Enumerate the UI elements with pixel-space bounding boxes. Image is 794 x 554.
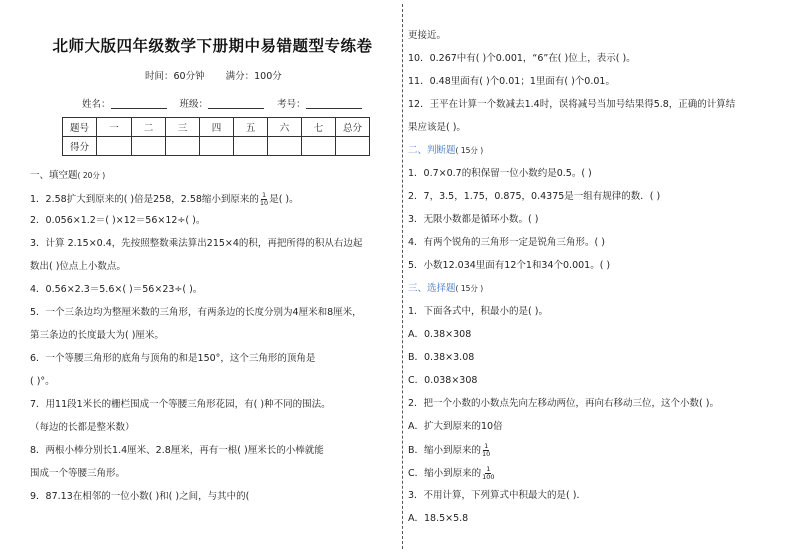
question-6-line-2: ( )°。: [30, 376, 55, 387]
exam-no-field[interactable]: [306, 98, 362, 109]
table-cell: 一: [97, 118, 132, 137]
section1-points: ( 20分 ): [77, 171, 106, 180]
section3-title: 三、选择题: [408, 283, 456, 294]
table-cell: 五: [234, 118, 268, 137]
question-7-line-2: （每边的长都是整米数）: [30, 422, 135, 433]
question-12-line-1: 12．王平在计算一个数减去1.4时，误将减号当加号结果得5.8，正确的计算结: [408, 99, 736, 110]
question-6-line-1: 6．一个等腰三角形的底角与顶角的和是150°，这个三角形的顶角是: [30, 353, 316, 364]
section1-title: 一、填空题: [30, 170, 78, 181]
choice-3-option-a[interactable]: A．18.5×5.8: [408, 513, 469, 524]
question-5-line-1: 5．一个三条边均为整厘米数的三角形，有两条边的长度分别为4厘米和8厘米，: [30, 307, 362, 318]
section-heading: [408, 145, 483, 157]
table-cell: 得分: [63, 137, 97, 156]
score-cell[interactable]: [200, 137, 234, 156]
question-7-line-1: 7．用11段1米长的栅栏围成一个等腰三角形花园，有( )种不同的围法。: [30, 399, 331, 410]
name-label: 姓名：: [82, 99, 111, 110]
fraction: [482, 443, 490, 458]
fraction: [260, 192, 268, 207]
section-heading: [30, 170, 105, 182]
choice-2-option-c[interactable]: [408, 466, 496, 481]
score-table: [62, 117, 370, 156]
section2-points: ( 15分 ): [455, 146, 484, 155]
score-cell[interactable]: [234, 137, 268, 156]
choice-1-option-c[interactable]: C．0.038×308: [408, 375, 478, 386]
fraction-den: 10: [482, 450, 491, 458]
fraction-den: 10: [259, 199, 269, 207]
table-cell: 七: [302, 118, 336, 137]
question-text: 1．2.58扩大到原来的( )倍是258，2.58缩小到原来的: [30, 194, 259, 205]
table-cell: 三: [166, 118, 200, 137]
section-heading: [408, 283, 483, 295]
question-3-line-1: 3．计算 2.15×0.4，先按照整数乘法算出215×4的积，再把所得的积从右边起: [30, 238, 363, 249]
question-12-line-2: 果应该是( )。: [408, 122, 466, 133]
judge-3: 3．无限小数都是循环小数。( ): [408, 214, 539, 225]
choice-3: 3．不用计算，下列算式中积最大的是( )．: [408, 490, 586, 501]
score-cell[interactable]: [166, 137, 200, 156]
page-title: 北师大版四年级数学下册期中易错题型专练卷: [52, 37, 373, 55]
score-cell[interactable]: [336, 137, 370, 156]
score-cell[interactable]: [97, 137, 132, 156]
question-8-line-1: 8．两根小棒分别长1.4厘米、2.8厘米，再有一根( )厘米长的小棒就能: [30, 445, 324, 456]
time-limit: 时间：60分钟: [145, 71, 205, 82]
judge-4: 4．有两个锐角的三角形一定是锐角三角形。( ): [408, 237, 605, 248]
table-cell: 六: [268, 118, 302, 137]
class-field[interactable]: [208, 98, 264, 109]
question-text: 是( )。: [269, 194, 299, 205]
question-3-line-2: 数出( )位点上小数点。: [30, 261, 126, 272]
class-label: 班级：: [179, 99, 209, 110]
fraction-num: 1: [486, 465, 491, 473]
section2-title: 二、判断题: [408, 145, 456, 156]
judge-1: 1．0.7×0.7的积保留一位小数约是0.5。( ): [408, 168, 592, 179]
question-5-line-2: 第三条边的长度最大为( )厘米。: [30, 330, 164, 341]
score-cell[interactable]: [268, 137, 302, 156]
choice-2-option-b[interactable]: [408, 443, 491, 458]
student-info: [82, 96, 362, 110]
question-2: 2．0.056×1.2＝( )×12＝56×12÷( )。: [30, 215, 206, 226]
exam-no-label: 考号：: [277, 99, 306, 110]
choice-1-option-b[interactable]: B．0.38×3.08: [408, 352, 475, 363]
fraction-num: 1: [261, 191, 267, 199]
question-1: [30, 192, 299, 207]
fraction: [482, 466, 494, 481]
question-11: 11．0.48里面有( )个0.01；1里面有( )个0.01。: [408, 76, 615, 87]
score-cell[interactable]: [132, 137, 166, 156]
fraction-den: 100: [482, 473, 495, 481]
score-table-score-row: [63, 137, 370, 156]
table-cell: 总分: [336, 118, 370, 137]
full-score: 满分：100分: [225, 71, 282, 82]
score-cell[interactable]: [302, 137, 336, 156]
choice-2-option-a[interactable]: A．扩大到原来的10倍: [408, 421, 503, 432]
option-text: B．缩小到原来的: [408, 445, 482, 456]
question-10: 10．0.267中有( )个0.001，“6”在( )位上，表示( )。: [408, 53, 636, 64]
question-9-continued: 更接近。: [408, 30, 447, 41]
section3-points: ( 15分 ): [455, 284, 484, 293]
score-table-header-row: [63, 118, 370, 137]
choice-2: 2．把一个小数的小数点先向左移动两位，再向右移动三位，这个小数( )。: [408, 398, 719, 409]
question-8-line-2: 围成一个等腰三角形。: [30, 468, 126, 479]
choice-1: 1．下面各式中，积最小的是( )。: [408, 306, 548, 317]
question-9: 9．87.13在相邻的一位小数( )和( )之间，与其中的(: [30, 491, 250, 502]
name-field[interactable]: [111, 98, 167, 109]
column-divider: [402, 4, 403, 549]
question-4: 4．0.56×2.3＝5.6×( )＝56×23÷( )。: [30, 284, 203, 295]
fraction-num: 1: [484, 442, 489, 450]
option-text: C．缩小到原来的: [408, 468, 482, 479]
table-cell: 四: [200, 118, 234, 137]
judge-5: 5．小数12.034里面有12个1和34个0.001。( ): [408, 260, 611, 271]
choice-1-option-a[interactable]: A．0.38×308: [408, 329, 472, 340]
judge-2: 2．7，3.5，1.75，0.875，0.4375是一组有规律的数．( ): [408, 191, 661, 202]
table-cell: 题号: [63, 118, 97, 137]
exam-meta: [145, 68, 300, 82]
table-cell: 二: [132, 118, 166, 137]
